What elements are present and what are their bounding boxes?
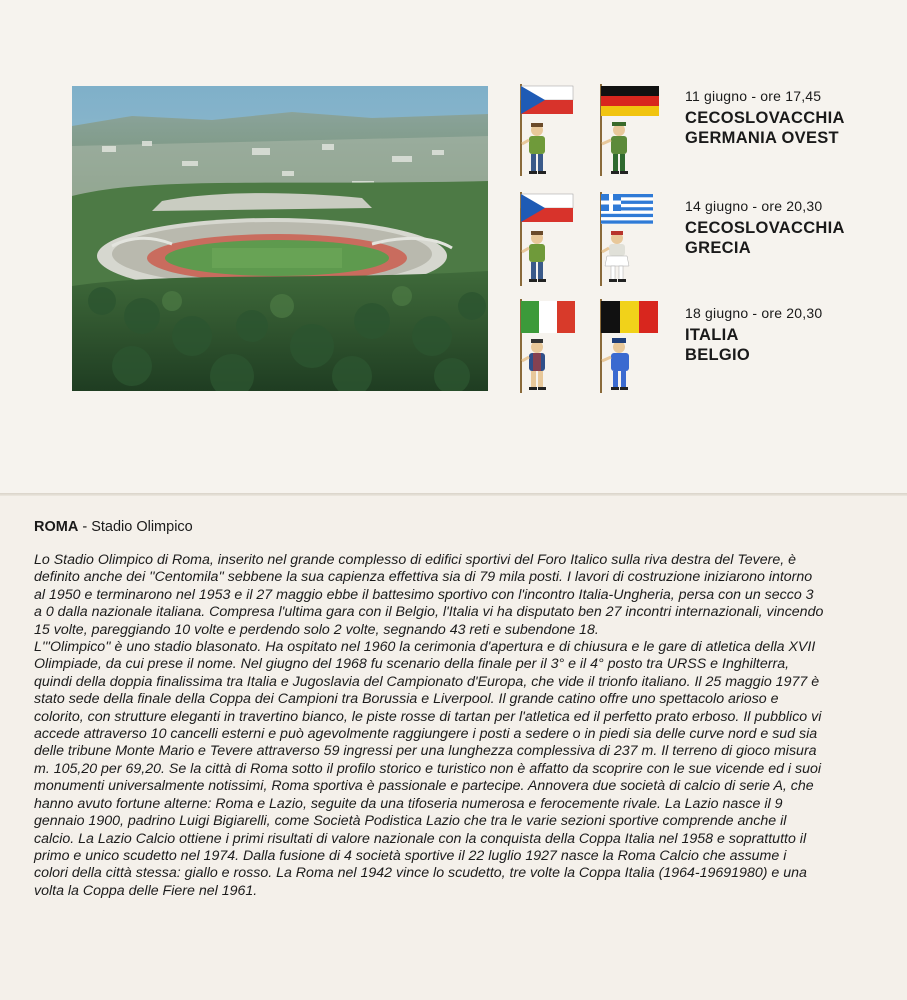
czechoslovakia-flag-bearer-icon <box>515 80 579 176</box>
team-home: CECOSLOVACCHIA <box>685 219 845 237</box>
match-info <box>685 196 845 258</box>
belgium-flag-bearer-icon <box>595 297 659 393</box>
team-home: ITALIA <box>685 326 739 344</box>
italy-flag-bearer-icon <box>515 297 579 393</box>
match-info <box>685 86 845 148</box>
team-away: GERMANIA OVEST <box>685 129 839 147</box>
heading-city: ROMA <box>34 519 79 535</box>
match-date-time: 14 giugno - ore 20,30 <box>685 198 823 214</box>
fixtures-panel <box>0 0 907 493</box>
article-heading <box>34 519 193 535</box>
match-info <box>685 303 822 365</box>
article-body <box>34 552 824 900</box>
article-paragraph: L'''Olimpico'' è uno stadio blasonato. Ha ospitato nel 1960 la cerimonia d'apertura e di chiusura e le gare di atletica della XVII Olimpiade, da cui prese il nome. Nel giugno del 1968 fu scenario della finale per il 3° e il 4° posto tra URSS e Inghilterra, quindi della doppia finalissima tra Italia e Jugoslavia del Campionato d'Europa, che vide il trionfo italiano. Il 25 maggio 1977 è stato sede della finale della Coppa dei Campioni tra Borussia e Liverpool. Il grande catino offre uno spettacolo arioso e colorito, con strutture eleganti in travertino bianco, le piste rosse di tartan per l'atletica ed il perfetto prato erboso. Il pubblico vi accede attraverso 10 cancelli esterni e può agevolmente raggiungere i posti a sedere o in piedi sia delle curve nord e sud sia delle tribune Monte Mario e Tevere attraverso 59 ingressi per una lunghezza complessiva di 237 m. Il terreno di gioco misura m. 105,20 per 69,20. Se la città di Roma sotto il profilo storico e turistico non è affatto da scoprire con le sue vicende ed i suoi monumenti universalmente notissimi, Roma sportiva è passionale e partecipe. Annovera due società di calcio di serie A, che hanno avuto fortune alterne: Roma e Lazio, seguite da una tifoseria numerosa e ferocemente rivale. La Lazio nasce il 9 gennaio 1900, padrino Luigi Bigiarelli, come Società Podistica Lazio che tra le varie sezioni sportive comprende anche il calcio. La Lazio Calcio ottiene i primi risultati di valore nazionale con la conquista della Coppa Italia nel 1958 e soprattutto il primo e unico scudetto nel 1974. Dalla fusione di 4 società sportive il 22 luglio 1927 nasce la Roma Calcio che assume i colori della città stessa: giallo e rosso. La Roma nel 1942 vince lo scudetto, tre volte la Coppa Italia (1964-19691980) e una volta la Coppa delle Fiere nel 1961. <box>34 639 822 899</box>
czechoslovakia-flag-bearer-icon <box>515 190 579 286</box>
match-fixture <box>515 80 895 176</box>
team-away: GRECIA <box>685 239 751 257</box>
match-date-time: 11 giugno - ore 17,45 <box>685 88 822 104</box>
stadio-olimpico-aerial-photo <box>72 86 488 391</box>
match-date-time: 18 giugno - ore 20,30 <box>685 305 823 321</box>
article-paragraph: Lo Stadio Olimpico di Roma, inserito nel grande complesso di edifici sportivi del Foro Italico sulla riva destra del Tevere, è definito anche dei ''Centomila'' sebbene la sua capienza effettiva sia di 79 mila posti. I lavori di costruzione iniziarono intorno al 1950 e terminarono nel 1953 e il 27 maggio ebbe il battesimo sportivo con l'incontro Italia-Ungheria, persa con un secco 3 a 0 dalla nazionale italiana. Compresa l'ultima gara con il Belgio, l'Italia vi ha disputato ben 27 incontri internazionali, vincendo 15 volte, pareggiando 10 volte e perdendo solo 2 volte, segnando 43 reti e subendone 18. <box>34 552 824 638</box>
greece-flag-bearer-icon <box>595 190 659 286</box>
team-home: CECOSLOVACCHIA <box>685 109 845 127</box>
west-germany-flag-bearer-icon <box>595 80 659 176</box>
team-away: BELGIO <box>685 346 751 364</box>
match-fixture <box>515 190 895 286</box>
match-fixture <box>515 297 895 393</box>
heading-venue: - Stadio Olimpico <box>78 519 193 535</box>
